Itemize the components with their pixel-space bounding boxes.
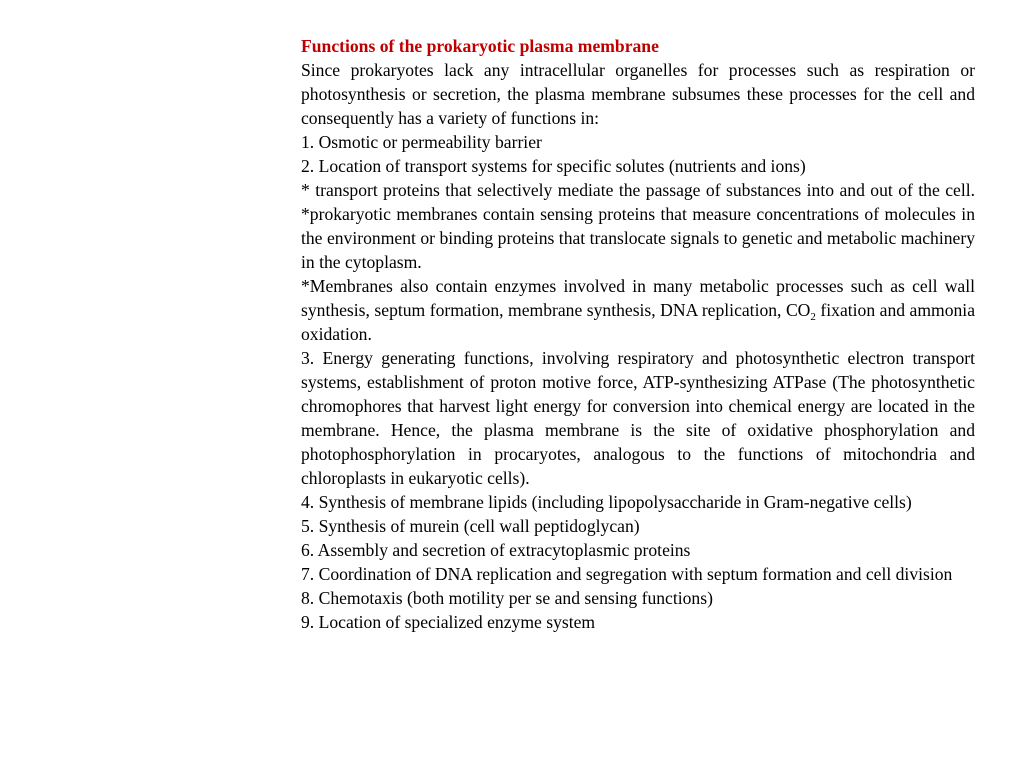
enzymes-note-text: *Membranes also contain enzymes involved in many metabolic processes such as cell wall synthesis, septum formation, membrane synthesis, DNA replication, CO [301,276,975,320]
list-item-2: 2. Location of transport systems for specific solutes (nutrients and ions) [301,156,806,176]
list-item-5: 5. Synthesis of murein (cell wall peptidoglycan) [301,516,640,536]
list-item-7: 7. Coordination of DNA replication and segregation with septum formation and cell division [301,564,953,584]
list-item-1: 1. Osmotic or permeability barrier [301,132,542,152]
page-title: Functions of the prokaryotic plasma membrane [301,36,659,56]
co2-subscript: 2 [810,311,816,323]
intro-paragraph: Since prokaryotes lack any intracellular organelles for processes such as respiration or photosynthesis or secretion, the plasma membrane subsumes these processes for the cell and consequently has a variety of functions in: [301,60,975,128]
list-item-4: 4. Synthesis of membrane lipids (including lipopolysaccharide in Gram-negative cells) [301,492,912,512]
slide-text-block [301,34,975,634]
list-item-3: 3. Energy generating functions, involving respiratory and photosynthetic electron transport systems, establishment of proton motive force, ATP-synthesizing ATPase (The photosynthetic chromophores that harvest light energy for conversion into chemical energy are located in the membrane. Hence, the plasma membrane is the site of oxidative phosphorylation and photophosphorylation in procaryotes, analogous to the functions of mitochondria and chloroplasts in eukaryotic cells). [301,348,975,488]
enzymes-note [301,274,975,346]
transport-note: * transport proteins that selectively mediate the passage of substances into and out of the cell. *prokaryotic membranes contain sensing proteins that measure concentrations of molecules in the environment or binding proteins that translocate signals to genetic and metabolic machinery in the cytoplasm. [301,180,975,272]
list-item-8: 8. Chemotaxis (both motility per se and sensing functions) [301,588,713,608]
list-item-9: 9. Location of specialized enzyme system [301,612,596,632]
list-item-6: 6. Assembly and secretion of extracytoplasmic proteins [301,540,691,560]
enzymes-note-tail: fixation and ammonia oxidation. [301,300,976,344]
